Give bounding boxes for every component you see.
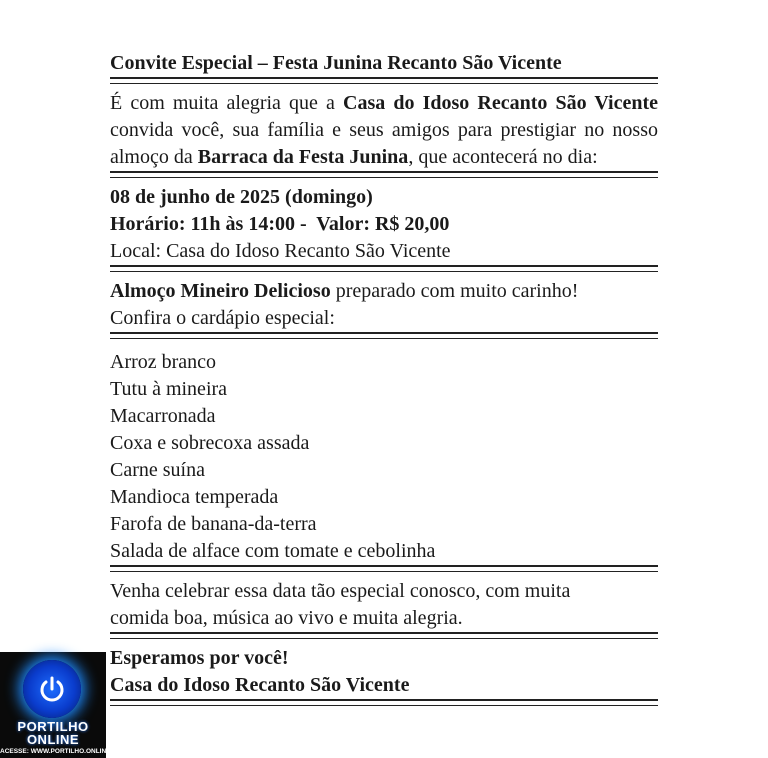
divider [110,171,658,178]
divider [110,77,658,84]
invitation-document [110,50,658,710]
event-details [110,182,658,265]
menu-headline: Almoço Mineiro Delicioso [110,280,331,302]
intro-org-name: Casa do Idoso Recanto São Vicente [343,92,659,114]
intro-text-1: É com muita alegria que a [110,92,344,114]
portilho-online-logo [0,652,111,758]
closing-line-2: comida boa, música ao vivo e muita alegria. [110,607,463,629]
power-icon [37,674,67,704]
menu-item: Mandioca temperada [110,486,279,508]
invitation-title: Convite Especial – Festa Junina Recanto São Vicente [110,52,562,74]
signoff-line-1: Esperamos por você! [110,647,289,669]
menu-item: Salada de alface com tomate e cebolinha [110,540,436,562]
menu-item: Macarronada [110,405,216,427]
divider [110,565,658,572]
menu-subheading: Confira o cardápio especial: [110,307,335,329]
menu-headline-rest: preparado com muito carinho! [330,280,579,302]
menu-item: Farofa de banana-da-terra [110,513,317,535]
divider [110,632,658,639]
menu-item: Carne suína [110,459,205,481]
divider [110,265,658,272]
menu-list [110,349,658,565]
event-location: Local: Casa do Idoso Recanto São Vicente [110,240,451,262]
divider [110,699,658,706]
closing-line-1: Venha celebrar essa data tão especial conosco, com muita [110,580,571,602]
intro-event-name: Barraca da Festa Junina [197,146,409,168]
signoff-line-2: Casa do Idoso Recanto São Vicente [110,674,410,696]
closing-paragraph [110,576,658,632]
event-date: 08 de junho de 2025 (domingo) [110,186,373,208]
logo-url: ACESSE: WWW.PORTILHO.ONLINE [0,748,111,755]
menu-item: Arroz branco [110,351,217,373]
menu-item: Tutu à mineira [110,378,228,400]
signoff [110,643,658,699]
intro-paragraph [110,88,658,171]
intro-text-3: , que acontecerá no dia: [408,146,598,168]
intro-text-2: convida você, sua família e seus amigos para prestigiar no nosso almoço da [110,119,658,168]
menu-intro [110,276,658,332]
divider [110,332,658,339]
event-time-price: Horário: 11h às 14:00 - Valor: R$ 20,00 [110,213,450,235]
menu-item: Coxa e sobrecoxa assada [110,432,310,454]
logo-name: PORTILHO ONLINE [17,719,89,747]
logo-circle [23,660,81,718]
